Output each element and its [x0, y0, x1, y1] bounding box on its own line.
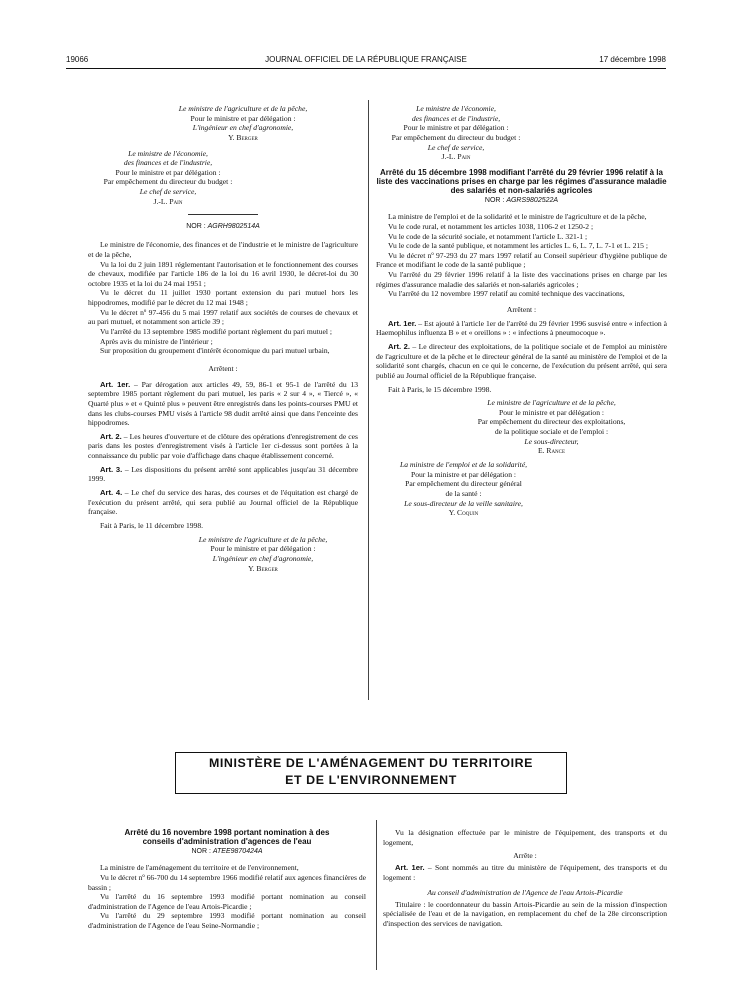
signature-line: Par empêchement du directeur des exploitations, [477, 417, 626, 427]
page-header [66, 55, 666, 67]
preamble-paragraph: Vu l'arrêté du 29 septembre 1993 modifié portant nomination au conseil d'administration de l'Agence de l'eau Seine-Normandie ; [88, 911, 366, 931]
signatory-name: J.-L. Pain [441, 152, 471, 162]
header-rule [66, 68, 666, 69]
signature-block [88, 149, 248, 207]
preamble-paragraph: Vu la loi du 2 juin 1891 réglementant l'autorisation et le fonctionnement des courses de chevaux, modifiée par l'article 186 de la loi du 16 avril 1930, le décret-loi du 30 octobre 1935 et la loi du 24 mai 1951 ; [88, 259, 358, 288]
arretent-heading: Arrêtent : [208, 363, 238, 373]
signature-line: Le ministre de l'agriculture et de la pêche, [487, 398, 616, 408]
preamble-paragraph: La ministre de l'emploi et de la solidarité et le ministre de l'agriculture et de la pêche, [388, 212, 647, 222]
left-column [88, 104, 358, 573]
decree-title: Arrêté du 16 novembre 1998 portant nomination à des conseils d'administration d'agences de l'eau [124, 828, 330, 847]
signature-line: Le sous-directeur, [524, 436, 579, 446]
signature-line: Pour le ministre et par délégation : [498, 407, 605, 417]
signatory-name: J.-L. Pain [153, 196, 183, 206]
journal-title: JOURNAL OFFICIEL DE LA RÉPUBLIQUE FRANÇAISE [265, 55, 467, 64]
column-divider [376, 820, 377, 970]
right-column [376, 104, 667, 518]
signature-line: Le chef de service, [139, 187, 197, 197]
signature-line: Par empêchement du directeur du budget : [103, 177, 233, 187]
signature-line: Par empêchement du directeur du budget : [391, 132, 521, 142]
decree-title: Arrêté du 15 décembre 1998 modifiant l'arrêté du 29 février 1996 relatif à la liste des vaccinations prises en charge par les régimes d'assurance maladie des salariés et non-salariés agricoles [376, 167, 667, 196]
signature-line: Le sous-directeur de la veille sanitaire, [404, 498, 523, 508]
preamble-paragraph: Vu le code de la santé publique, et notamment les articles L. 6, L. 7, L. 7-1 et L. 215 ; [388, 241, 648, 251]
preamble-paragraph: Vu le décret nº 66-700 du 14 septembre 1966 modifié relatif aux agences financières de bassin ; [88, 872, 366, 892]
right-column-lower [383, 828, 667, 929]
arretent-heading: Arrêtent : [506, 305, 537, 315]
column-divider [368, 100, 369, 700]
signature-block [376, 460, 551, 518]
signature-line: Le ministre de l'agriculture et de la pêche, [198, 534, 328, 544]
preamble-paragraph: La ministre de l'aménagement du territoire et de l'environnement, [100, 863, 299, 873]
left-column-lower [88, 828, 366, 931]
signature-line: L'ingénieur en chef d'agronomie, [192, 123, 294, 133]
signature-line: Le ministre de l'économie, [416, 104, 496, 113]
signature-line: Pour le ministre et par délégation : [210, 544, 316, 554]
fait-a-paris: Fait à Paris, le 15 décembre 1998. [388, 384, 492, 394]
ministry-heading-line: ET DE L'ENVIRONNEMENT [285, 773, 457, 787]
preamble-paragraph: Vu le décret nº 97-293 du 27 mars 1997 relatif au Conseil supérieur d'hygiène publique de France et modifiant le code de la santé publique ; [376, 250, 667, 270]
signature-line: L'ingénieur en chef d'agronomie, [212, 553, 314, 563]
nor-reference: NOR : AGRH9802514A [186, 223, 260, 231]
signature-line: Pour le ministre et par délégation : [190, 113, 296, 123]
signature-block [376, 104, 536, 162]
article-2: Art. 2. – Les heures d'ouverture et de clôture des opérations d'enregistrement de ces paris dans les postes d'enregistrement visés à l'article 1er ci-dessus sont portées à la connaissance du public par voie d'affichage dans chaque établissement concerné. [88, 431, 358, 461]
signature-block [376, 398, 667, 456]
signature-block [88, 535, 358, 574]
article-1: Art. 1er. – Par dérogation aux articles 49, 59, 86-1 et 95-1 de l'arrêté du 13 septembre 1985 portant règlement du pari mutuel, les paris « 2 sur 4 », « Tiercé », « Quarté plus » et « Quinté plus » peuvent être enregistrés dans les points-courses PMU et dans les clubs-courses PMU visés à l'article 98 dudit arrêté ainsi que dans l'enceinte des hippodromes. [88, 379, 359, 428]
signatory-name: Y. Berger [248, 563, 278, 573]
preamble-paragraph: Vu le code de la sécurité sociale, et notamment l'article L. 321-1 ; [388, 231, 588, 241]
fait-a-paris: Fait à Paris, le 11 décembre 1998. [100, 520, 204, 530]
page-number: 19066 [66, 55, 89, 64]
signature-line: Le ministre de l'agriculture et de la pêche, [178, 104, 308, 113]
preamble-paragraph: Le ministre de l'économie, des finances et de l'industrie et le ministre de l'agriculture et de la pêche, [88, 240, 358, 259]
preamble-paragraph: Vu le décret du 11 juillet 1930 portant extension du pari mutuel hors les hippodromes, modifié par le décret du 12 mai 1948 ; [88, 288, 358, 308]
titulaire-paragraph: Titulaire : le coordonnateur du bassin Artois-Picardie au sein de la mission d'inspection spécialisée de l'eau et de la navigation, en remplacement du chef de la 28e circonscription d'inspection des services de navigation. [383, 899, 667, 929]
signatory-name: Y. Berger [228, 132, 258, 142]
signature-line: Pour le ministre et par délégation : [115, 167, 221, 177]
signature-line: de la santé : [445, 488, 482, 498]
preamble-paragraph: Après avis du ministre de l'intérieur ; [100, 336, 213, 346]
preamble-paragraph: Vu l'arrêté du 13 septembre 1985 modifié portant règlement du pari mutuel ; [100, 327, 333, 337]
article-1: Art. 1er. – Sont nommés au titre du ministère de l'équipement, des transports et du logement : [383, 862, 667, 882]
signatory-name: E. Rance [537, 446, 566, 456]
preamble-paragraph: Vu le décret nº 97-456 du 5 mai 1997 relatif aux sociétés de courses de chevaux et au pari mutuel, et notamment son article 39 ; [88, 307, 358, 327]
signature-line: des finances et de l'industrie, [411, 113, 501, 123]
signatory-name: Y. Coquin [448, 508, 479, 518]
nor-reference: NOR : ATEE9870424A [191, 848, 263, 856]
issue-date: 17 décembre 1998 [599, 55, 666, 64]
ministry-heading-line: MINISTÈRE DE L'AMÉNAGEMENT DU TERRITOIRE [208, 756, 534, 770]
signature-line: Par empêchement du directeur général [405, 479, 522, 489]
preamble-paragraph: Vu l'arrêté du 12 novembre 1997 relatif au comité technique des vaccinations, [388, 289, 625, 299]
article-4: Art. 4. – Le chef du service des haras, des courses et de l'équitation est chargé de l'exécution du présent arrêté, qui sera publié au Journal officiel de la République française. [88, 488, 358, 517]
article-3: Art. 3. – Les dispositions du présent arrêté sont applicables jusqu'au 31 décembre 1999. [88, 464, 358, 484]
signature-line: La ministre de l'emploi et de la solidarité, [399, 460, 528, 470]
article-2: Art. 2. – Le directeur des exploitations, de la politique sociale et de l'emploi au ministère de l'agriculture et de la pêche et le directeur général de la santé au ministère de l'emploi et de la solidarité sont chargés, chacun en ce qui le concerne, de l'exécution du présent arrêté, qui sera publié au Journal officiel de la République française. [376, 341, 667, 380]
signature-line: Pour le ministre et par délégation : [403, 123, 509, 133]
signature-line: Le ministre de l'économie, [128, 148, 208, 158]
signature-line: de la politique sociale et de l'emploi : [494, 427, 609, 437]
arrete-heading: Arrête : [513, 851, 537, 861]
signature-line: des finances et de l'industrie, [123, 158, 213, 168]
signature-line: Pour la ministre et par délégation : [410, 469, 517, 479]
ministry-heading-box [175, 752, 567, 794]
signature-line: Le chef de service, [427, 142, 485, 152]
preamble-paragraph: Vu le code rural, et notamment les articles 1038, 1106-2 et 1250-2 ; [388, 221, 594, 231]
nor-reference: NOR : AGRS9802522A [484, 197, 559, 205]
signature-block [88, 104, 358, 143]
preamble-paragraph: Sur proposition du groupement d'intérêt économique du pari mutuel urbain, [100, 346, 330, 356]
preamble-paragraph: Vu la désignation effectuée par le ministre de l'équipement, des transports et du logement, [383, 828, 667, 847]
article-1: Art. 1er. – Est ajouté à l'article 1er de l'arrêté du 29 février 1996 susvisé entre « infection à Haemophilus influenza B » et « oreillons » : « infections à pneumocoque ». [376, 318, 667, 338]
agency-subheading: Au conseil d'administration de l'Agence de l'eau Artois-Picardie [427, 888, 623, 898]
preamble-paragraph: Vu l'arrêté du 29 février 1996 relatif à la liste des vaccinations prises en charge par les régimes d'assurance maladie des salariés et non-salariés agricoles ; [376, 270, 667, 289]
preamble-paragraph: Vu l'arrêté du 16 septembre 1993 modifié portant nomination au conseil d'administration de l'Agence de l'eau Artois-Picardie ; [88, 892, 366, 911]
